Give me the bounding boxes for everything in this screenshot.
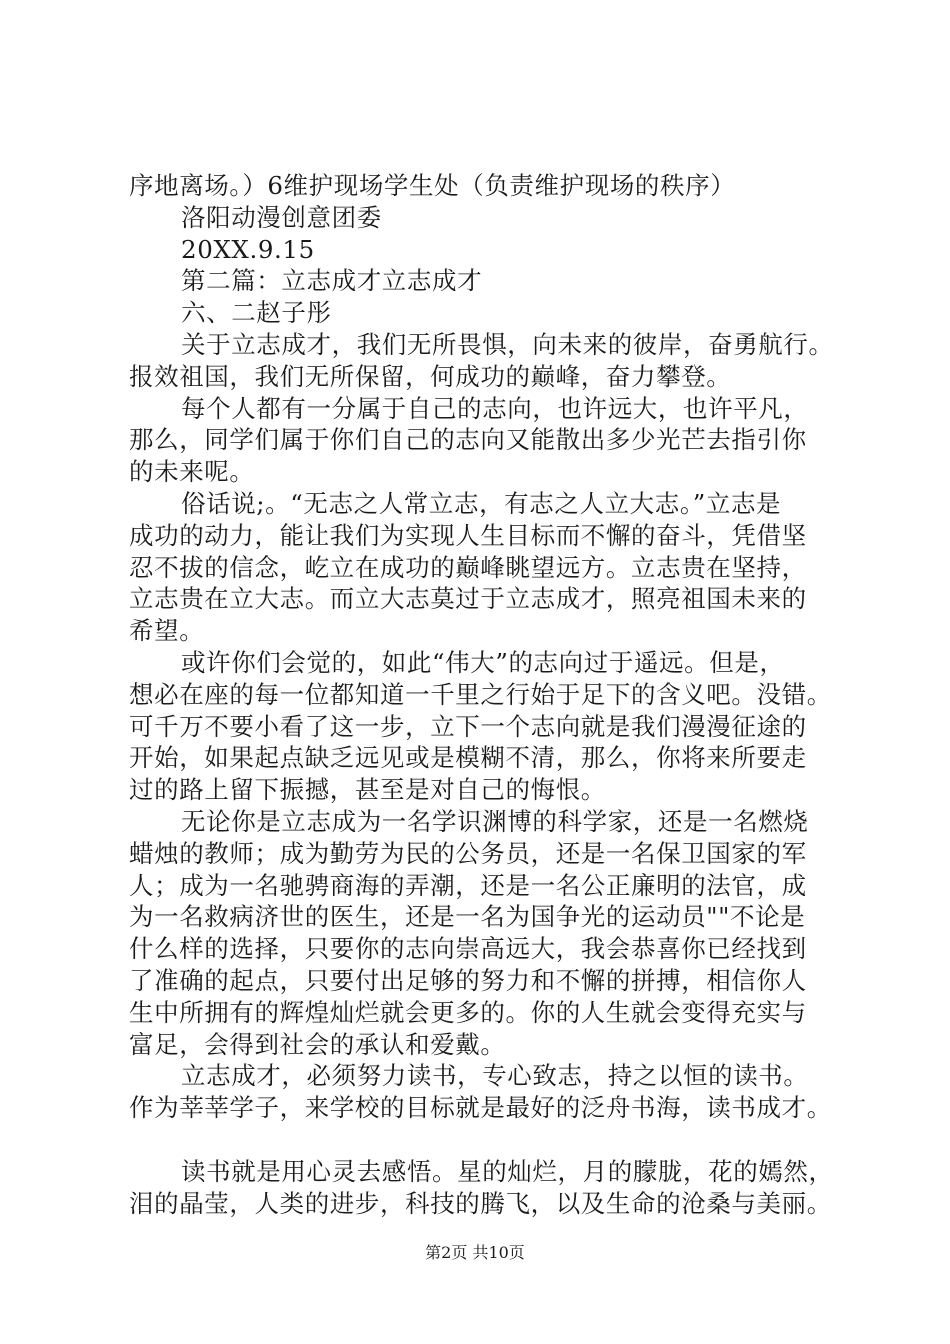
document-body [129,170,859,1219]
text-line: 什么样的选择，只要你的志向崇高远大，我会恭喜你已经找到 [129,934,807,964]
text-line: 立志成才，必须努力读书，专心致志，持之以恒的读书。 [181,1061,809,1091]
text-line: 作为莘莘学子，来学校的目标就是最好的泛舟书海，读书成才。 [129,1093,832,1123]
text-line: 富足，会得到社会的承认和爱戴。 [129,1029,506,1059]
text-line: 为一名救病济世的医生，还是一名为国争光的运动员""不论是 [129,902,806,932]
text-line: 了准确的起点，只要付出足够的努力和不懈的拼搏，相信你人 [129,965,807,995]
text-line: 的未来呢。 [129,457,255,487]
text-line: 忍不拔的信念，屹立在成功的巅峰眺望远方。立志贵在坚持， [129,552,807,582]
text-line: 人；成为一名驰骋商海的弄潮，还是一名公正廉明的法官，成 [129,870,807,900]
text-line: 或许你们会觉的，如此“伟大”的志向过于遥远。但是， [181,647,785,677]
text-line: 第二篇：立志成才立志成才 [181,266,483,296]
text-line: 想必在座的每一位都知道一千里之行始于足下的含义吧。没错。 [129,679,832,709]
text-line: 20XX.9.15 [181,234,315,264]
text-line: 关于立志成才，我们无所畏惧，向未来的彼岸，奋勇航行。 [181,329,834,359]
page-footer: 第2页 共10页 [425,1243,525,1262]
text-line: 那么，同学们属于你们自己的志向又能散出多少光芒去指引你 [129,425,807,455]
text-line: 过的路上留下振撼，甚至是对自己的悔恨。 [129,775,606,805]
text-line: 成功的动力，能让我们为实现人生目标而不懈的奋斗，凭借坚 [129,520,807,550]
text-line: 洛阳动漫创意团委 [181,202,382,232]
text-line: 可千万不要小看了这一步，立下一个志向就是我们漫漫征途的 [129,711,807,741]
text-line: 报效祖国，我们无所保留，何成功的巅峰，奋力攀登。 [129,361,732,391]
text-line: 序地离场。）6维护现场学生处（负责维护现场的秩序） [129,171,736,200]
text-line: 读书就是用心灵去感悟。星的灿烂，月的朦胧，花的嫣然， [181,1156,834,1186]
text-line: 蜡烛的教师；成为勤劳为民的公务员，还是一名保卫国家的军 [129,838,807,868]
text-line: 立志贵在立大志。而立大志莫过于立志成才，照亮祖国未来的 [129,584,807,614]
text-line: 俗话说;。“无志之人常立志，有志之人立大志。”立志是 [181,488,782,518]
text-line: 六、二赵子彤 [181,298,332,328]
text-line: 开始，如果起点缺乏远见或是模糊不清，那么，你将来所要走 [129,743,807,773]
blank-line [129,1124,859,1156]
text-line: 每个人都有一分属于自己的志向，也许远大，也许平凡， [181,393,809,423]
text-line: 希望。 [129,616,205,646]
text-line: 无论你是立志成为一名学识渊博的科学家，还是一名燃烧 [181,806,809,836]
text-line: 生中所拥有的辉煌灿烂就会更多的。你的人生就会变得充实与 [129,997,807,1027]
text-line: 泪的晶莹，人类的进步，科技的腾飞，以及生命的沧桑与美丽。 [129,1188,832,1218]
